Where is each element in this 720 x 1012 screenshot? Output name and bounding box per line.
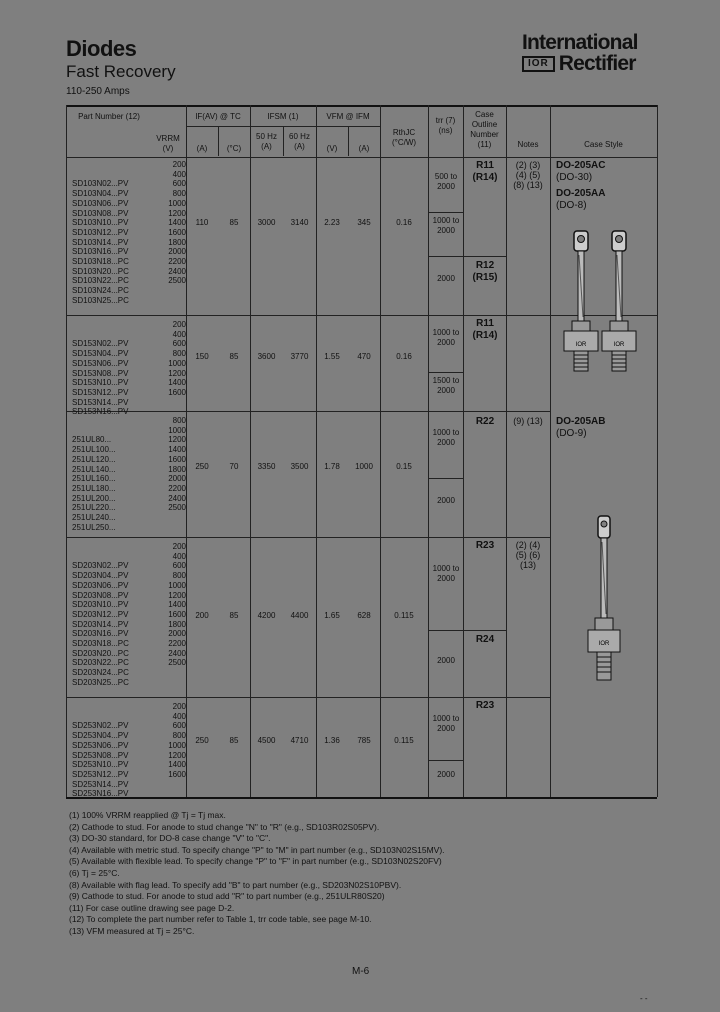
case-style-alt: (DO-30) bbox=[556, 172, 593, 183]
vfm-value: 1.36 bbox=[324, 736, 340, 745]
col-divider bbox=[428, 105, 429, 797]
footnote: (5) Available with flexible lead. To specify change "P" to "F" in part number (e.g., SD103N02S20FV) bbox=[69, 856, 442, 867]
ifsm60-value: 4400 bbox=[290, 611, 309, 620]
trr-value: 1500 to 2000 bbox=[432, 376, 460, 395]
ifsm50-value: 4200 bbox=[257, 611, 276, 620]
ifsm60-value: 4710 bbox=[290, 736, 309, 745]
trr-value: 2000 bbox=[437, 274, 455, 283]
header-vrrm: VRRM (V) bbox=[156, 134, 180, 153]
svg-text:IOR: IOR bbox=[598, 641, 610, 647]
footnote: (11) For case outline drawing see page D-2. bbox=[69, 902, 235, 913]
trr-value: 2000 bbox=[437, 770, 455, 779]
header-vfm: VFM @ IFM bbox=[326, 112, 370, 121]
ifsm50-value: 3350 bbox=[257, 462, 276, 471]
row-divider bbox=[428, 478, 463, 479]
corner-mark: - - bbox=[640, 994, 648, 1003]
col-divider bbox=[506, 105, 507, 797]
footnote: (12) To complete the part number refer to Table 1, trr code table, see page M-10. bbox=[69, 914, 372, 925]
header-notes: Notes bbox=[517, 140, 539, 149]
ifav-value: 110 bbox=[195, 218, 209, 227]
row-divider bbox=[428, 630, 506, 631]
row-divider bbox=[428, 212, 463, 213]
part-list: SD153N02...PV SD153N04...PV SD153N06...PV SD153N08...PV SD153N10...PV SD153N12...PV SD153N14...PV SD153N16...PV bbox=[72, 339, 129, 417]
notes-value: (9) (13) bbox=[513, 416, 543, 426]
col-divider bbox=[186, 105, 187, 797]
ifsm50-value: 4500 bbox=[257, 736, 276, 745]
stud-diode-pair-icon bbox=[560, 225, 652, 385]
col-divider bbox=[250, 105, 251, 797]
col-divider bbox=[66, 105, 67, 797]
header-ifm-unit: (A) bbox=[358, 144, 370, 153]
footnote: (8) Available with flag lead. To specify add "B" to part number (e.g., SD203N02S10PBV). bbox=[69, 879, 402, 890]
part-list: SD103N02...PV SD103N04...PV SD103N06...PV SD103N08...PV SD103N10...PV SD103N12...PV SD103N14...PV SD103N16...PV SD103N18...PC SD103N20...PC SD103N22...PC SD103N24...PC SD103N25...PC bbox=[72, 179, 129, 305]
header-divider bbox=[66, 157, 657, 158]
trr-value: 1000 to 2000 bbox=[432, 564, 460, 583]
rthjc-value: 0.16 bbox=[396, 218, 412, 227]
page-number: M-6 bbox=[352, 966, 370, 977]
header-ifsm: IFSM (1) bbox=[267, 112, 299, 121]
trr-value: 2000 bbox=[437, 656, 455, 665]
footnote: (6) Tj = 25°C. bbox=[69, 867, 120, 878]
row-divider bbox=[428, 256, 506, 257]
header-rthjc: RthJC (°C/W) bbox=[391, 128, 417, 147]
case-style-code: DO-205AC bbox=[556, 160, 606, 171]
tc-value: 85 bbox=[229, 218, 239, 227]
vrrm-list: 200 400 600 800 1000 1200 1400 1600 1800 2000 2200 2400 2500 bbox=[168, 160, 186, 286]
row-divider bbox=[428, 760, 463, 761]
ifsm60-value: 3140 bbox=[290, 218, 309, 227]
svg-text:IOR: IOR bbox=[613, 342, 625, 348]
footnotes bbox=[69, 810, 445, 938]
case-outline-code: R23 bbox=[475, 700, 495, 711]
brand-logo bbox=[522, 32, 638, 74]
trr-value: 1000 to 2000 bbox=[432, 328, 460, 347]
ifsm60-value: 3770 bbox=[290, 352, 309, 361]
footnote: (3) DO-30 standard, for DO-8 case change "V" to "C". bbox=[69, 833, 271, 844]
rthjc-value: 0.15 bbox=[396, 462, 412, 471]
ior-logo-icon: IOR bbox=[522, 56, 555, 72]
trr-value: 1000 to 2000 bbox=[432, 714, 460, 733]
col-divider bbox=[657, 105, 658, 797]
col-divider bbox=[463, 105, 464, 797]
ifsm50-value: 3600 bbox=[257, 352, 276, 361]
row-divider bbox=[186, 126, 380, 127]
header-vfm-unit: (V) bbox=[326, 144, 338, 153]
case-style-alt: (DO-8) bbox=[556, 200, 587, 211]
case-outline-code: R24 bbox=[475, 634, 495, 645]
trr-value: 1000 to 2000 bbox=[432, 428, 460, 447]
tc-value: 85 bbox=[229, 736, 239, 745]
case-outline-code: R12 (R15) bbox=[472, 260, 498, 283]
vfm-value: 1.65 bbox=[324, 611, 340, 620]
brand-name-bottom bbox=[522, 54, 638, 74]
header-case-outline: Case Outline Number (11) bbox=[470, 110, 499, 149]
ifsm60-value: 3500 bbox=[290, 462, 309, 471]
part-list: 251UL80... 251UL100... 251UL120... 251UL140... 251UL160... 251UL180... 251UL200... 251UL220... 251UL240... 251UL250... bbox=[72, 435, 116, 532]
ifav-value: 150 bbox=[195, 352, 209, 361]
rthjc-value: 0.16 bbox=[396, 352, 412, 361]
ifav-value: 200 bbox=[195, 611, 209, 620]
part-list: SD203N02...PV SD203N04...PV SD203N06...PV SD203N08...PV SD203N10...PV SD203N12...PV SD203N14...PV SD203N16...PV SD203N18...PC SD203N20...PC SD203N22...PC SD203N24...PC SD203N25...PC bbox=[72, 561, 129, 687]
tc-value: 85 bbox=[229, 611, 239, 620]
ifm-value: 1000 bbox=[355, 462, 373, 471]
row-divider bbox=[66, 411, 550, 412]
header-ifav-unit: (A) bbox=[196, 144, 208, 153]
brand-name-top: International bbox=[522, 31, 638, 54]
trr-value: 1000 to 2000 bbox=[432, 216, 460, 235]
vrrm-list: 800 1000 1200 1400 1600 1800 2000 2200 2400 2500 bbox=[168, 416, 186, 513]
footnote: (4) Available with metric stud. To specify change "P" to "M" in part number (e.g., SD103N02S15MV). bbox=[69, 844, 445, 855]
rthjc-value: 0.115 bbox=[394, 736, 414, 745]
row-divider bbox=[428, 372, 463, 373]
ifsm50-value: 3000 bbox=[257, 218, 276, 227]
row-divider bbox=[66, 537, 550, 538]
ifm-value: 628 bbox=[357, 611, 371, 620]
ifm-value: 470 bbox=[357, 352, 371, 361]
ifm-value: 785 bbox=[357, 736, 371, 745]
stud-diode-icon bbox=[580, 512, 630, 687]
header-trr: trr (7) (ns) bbox=[435, 116, 456, 135]
notes-value: (2) (3) (4) (5) (8) (13) bbox=[513, 160, 543, 190]
current-range: 110-250 Amps bbox=[66, 86, 130, 97]
page-subtitle: Fast Recovery bbox=[66, 62, 176, 81]
footnote: (1) 100% VRRM reapplied @ Tj = Tj max. bbox=[69, 810, 226, 820]
trr-value: 2000 bbox=[437, 496, 455, 505]
vrrm-list: 200 400 600 800 1000 1200 1400 1600 1800 2000 2200 2400 2500 bbox=[168, 542, 186, 668]
col-divider bbox=[316, 105, 317, 797]
case-style-code: DO-205AA bbox=[556, 188, 606, 199]
page-title: Diodes bbox=[66, 36, 137, 61]
footnote: (9) Cathode to stud. For anode to stud add "R" to part number (e.g., 251ULR80S20) bbox=[69, 891, 385, 902]
header-tc-unit: (°C) bbox=[226, 144, 242, 153]
footnote: (13) VFM measured at Tj = 25°C. bbox=[69, 925, 195, 936]
ifav-value: 250 bbox=[195, 462, 209, 471]
footnote: (2) Cathode to stud. For anode to stud change "N" to "R" (e.g., SD103R02S05PV). bbox=[69, 821, 380, 832]
vfm-value: 1.55 bbox=[324, 352, 340, 361]
ifm-value: 345 bbox=[357, 218, 371, 227]
rthjc-value: 0.115 bbox=[394, 611, 414, 620]
tc-value: 85 bbox=[229, 352, 239, 361]
notes-value: (2) (4) (5) (6) (13) bbox=[515, 540, 541, 570]
case-outline-code: R11 (R14) bbox=[472, 160, 498, 183]
col-divider bbox=[380, 105, 381, 797]
tc-value: 70 bbox=[229, 462, 239, 471]
vfm-value: 2.23 bbox=[324, 218, 340, 227]
svg-text:IOR: IOR bbox=[575, 342, 587, 348]
brand-rectifier: Rectifier bbox=[558, 52, 636, 75]
col-divider bbox=[550, 105, 551, 797]
case-style-alt: (DO-9) bbox=[556, 428, 587, 439]
row-divider bbox=[66, 697, 550, 698]
vrrm-list: 200 400 600 800 1000 1200 1400 1600 bbox=[168, 702, 186, 779]
case-outline-code: R23 bbox=[475, 540, 495, 551]
header-ifsm-60hz: 60 Hz (A) bbox=[289, 132, 310, 151]
header-part-number: Part Number (12) bbox=[78, 112, 140, 121]
case-outline-code: R11 (R14) bbox=[472, 318, 498, 341]
vfm-value: 1.78 bbox=[324, 462, 340, 471]
header-ifav: IF(AV) @ TC bbox=[195, 112, 241, 121]
part-list: SD253N02...PV SD253N04...PV SD253N06...PV SD253N08...PV SD253N10...PV SD253N12...PV SD253N14...PV SD253N16...PV bbox=[72, 721, 129, 799]
case-outline-code: R22 bbox=[475, 416, 495, 427]
vrrm-list: 200 400 600 800 1000 1200 1400 1600 bbox=[168, 320, 186, 397]
case-style-code: DO-205AB bbox=[556, 416, 606, 427]
header-case-style: Case Style bbox=[584, 140, 623, 149]
ifav-value: 250 bbox=[195, 736, 209, 745]
trr-value: 500 to 2000 bbox=[434, 172, 458, 191]
header-ifsm-50hz: 50 Hz (A) bbox=[256, 132, 277, 151]
